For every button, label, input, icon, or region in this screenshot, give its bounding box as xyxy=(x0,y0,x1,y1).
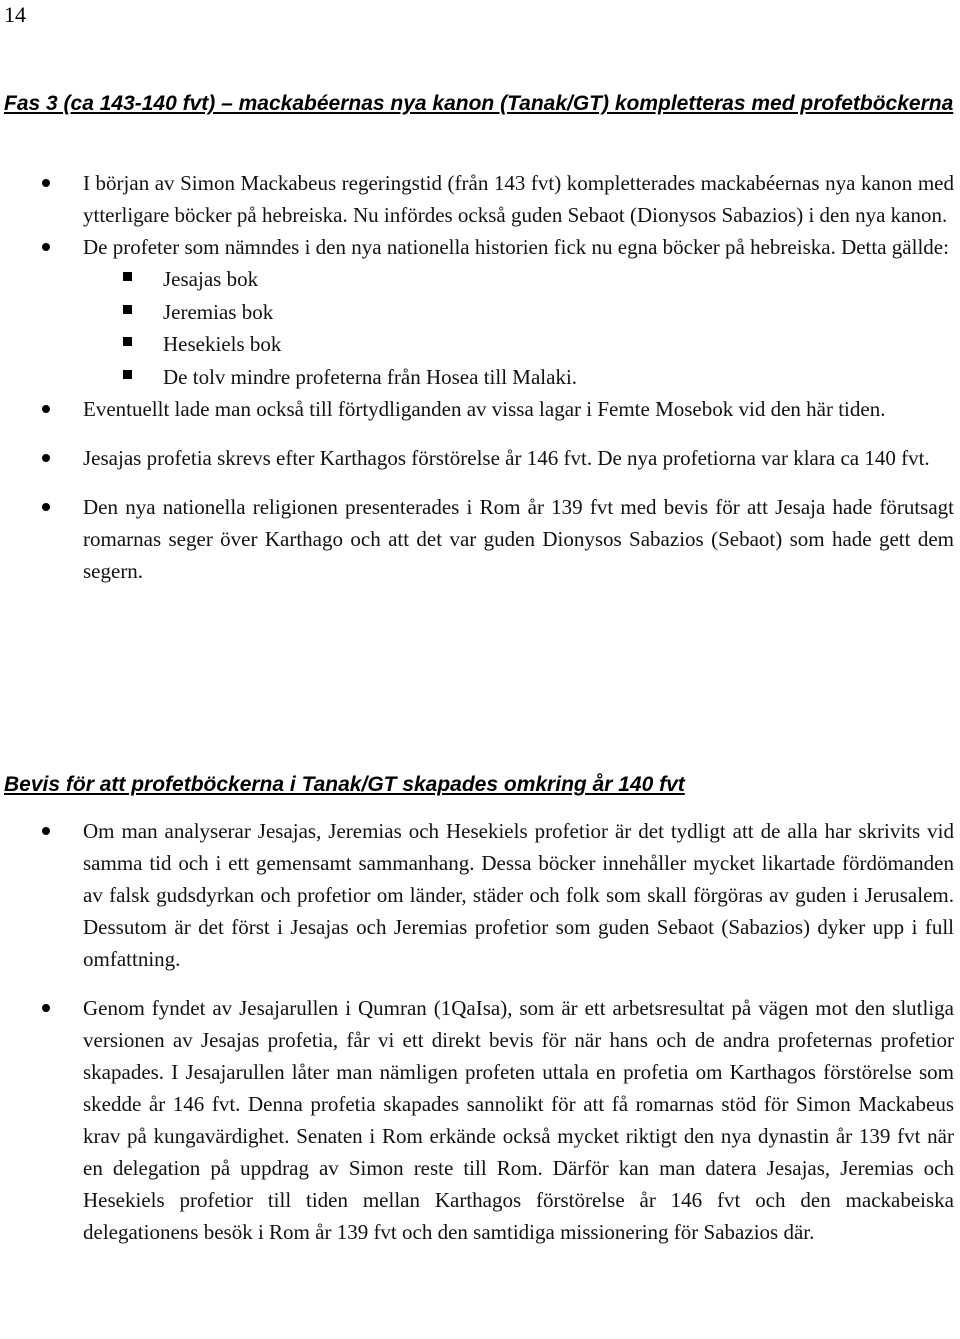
bullet-list-phase-3 xyxy=(0,167,960,587)
list-item xyxy=(0,167,960,231)
heading-text: Bevis för att profetböckerna i Tanak/GT skapades omkring år 140 fvt xyxy=(4,773,685,796)
sub-list-item xyxy=(83,361,954,394)
sub-list-item xyxy=(83,263,954,296)
bullet-icon xyxy=(42,454,50,462)
heading-text: Fas 3 (ca 143-140 fvt) – mackabéernas nya kanon (Tanak/GT) kompletteras med profetböckerna xyxy=(4,92,954,115)
bullet-icon xyxy=(42,179,50,187)
sub-list-books xyxy=(83,263,954,393)
section-heading-phase-3 xyxy=(4,89,954,119)
section-heading-evidence xyxy=(4,770,954,800)
paragraph-text: Genom fyndet av Jesajarullen i Qumran (1QaIsa), som är ett arbetsresultat på vägen mot den slutliga versionen av Jesajas profetia, får vi ett direkt bevis för när hans och de andra profeternas profetior skapades. I Jesajarullen låter man nämligen profeten uttala en profetia om Karthagos förstörelse som skedde år 146 fvt. Denna profetia skapades sannolikt för att få romarnas stöd för Simon Mackabeus krav på kungavärdighet. Senaten i Rom erkände också mycket riktigt den nya dynastin år 139 fvt när en delegation på uppdrag av Simon reste till Rom. Därför kan man datera Jesajas, Jeremias och Hesekiels profetior till tiden mellan Karthagos förstörelse år 146 fvt och den mackabeiska delegationens besök i Rom år 139 fvt och den samtidiga missionering för Sabazios där. xyxy=(83,996,954,1244)
bullet-icon xyxy=(42,405,50,413)
paragraph-text: De profeter som nämndes i den nya nationella historien fick nu egna böcker på hebreiska. Detta gällde: xyxy=(83,235,949,259)
sub-item-text: Hesekiels bok xyxy=(163,332,282,356)
square-bullet-icon xyxy=(123,370,132,379)
square-bullet-icon xyxy=(123,272,132,281)
list-item xyxy=(0,491,960,587)
list-item xyxy=(0,442,960,474)
bullet-icon xyxy=(42,1004,50,1012)
list-item xyxy=(0,393,960,425)
sub-item-text: De tolv mindre profeterna från Hosea till Malaki. xyxy=(163,364,578,389)
square-bullet-icon xyxy=(123,337,132,346)
sub-list-item xyxy=(83,296,954,329)
paragraph-text: Eventuellt lade man också till förtydliganden av vissa lagar i Femte Mosebok vid den här tiden. xyxy=(83,397,886,421)
list-item xyxy=(0,231,960,393)
paragraph-text: Jesajas profetia skrevs efter Karthagos förstörelse år 146 fvt. De nya profetiorna var klara ca 140 fvt. xyxy=(83,446,930,470)
bullet-icon xyxy=(42,827,50,835)
bullet-icon xyxy=(42,503,50,511)
list-item xyxy=(0,815,960,975)
paragraph-text: I början av Simon Mackabeus regeringstid (från 143 fvt) kompletterades mackabéernas nya kanon med ytterligare böcker på hebreiska. Nu infördes också guden Sebaot (Dionysos Sabazios) i den nya kanon. xyxy=(83,171,954,227)
page-number: 14 xyxy=(4,2,26,27)
sub-list-item xyxy=(83,328,954,361)
paragraph-text: Om man analyserar Jesajas, Jeremias och Hesekiels profetior är det tydligt att de alla har skrivits vid samma tid och i ett gemensamt sammanhang. Dessa böcker innehåller mycket likartade fördömanden av falsk gudsdyrkan och profetior om länder, städer och folk som skall förgöras av guden i Jerusalem. Dessutom är det först i Jesajas och Jeremias profetior som guden Sebaot (Sabazios) dyker upp i full omfattning. xyxy=(83,819,954,971)
paragraph-text: Den nya nationella religionen presenterades i Rom år 139 fvt med bevis för att Jesaja hade förutsagt romarnas seger över Karthago och att det var guden Dionysos Sabazios (Sebaot) som hade gett dem segern. xyxy=(83,495,954,583)
bullet-icon xyxy=(42,243,50,251)
list-item xyxy=(0,992,960,1248)
square-bullet-icon xyxy=(123,305,132,314)
sub-item-text: Jesajas bok xyxy=(163,267,259,291)
sub-item-text: Jeremias bok xyxy=(163,299,274,324)
bullet-list-evidence xyxy=(0,815,960,1248)
